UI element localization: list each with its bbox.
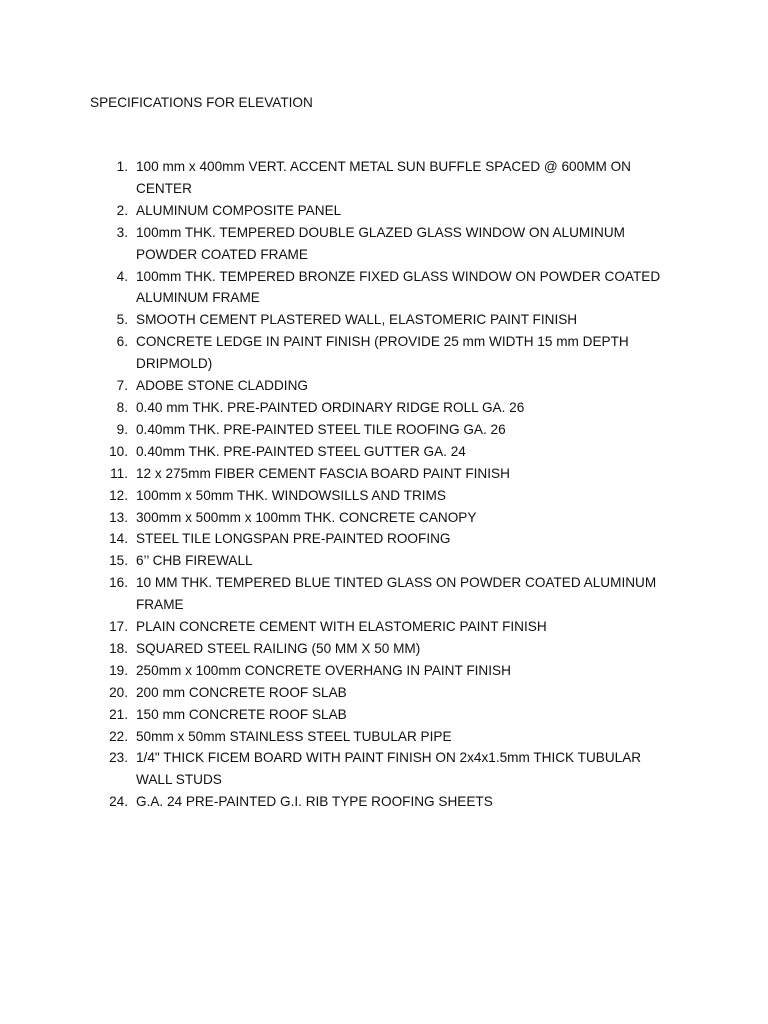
spec-item-16 (0, 572, 768, 616)
spec-item-10 (0, 441, 768, 463)
spec-number: 4. (116, 268, 128, 284)
spec-number: 9. (116, 421, 128, 437)
spec-item-12 (0, 485, 768, 507)
spec-item-15 (0, 550, 768, 572)
spec-number: 24. (109, 794, 128, 810)
spec-text: 0.40 mm THK. PRE-PAINTED ORDINARY RIDGE ROLL GA. 26 (136, 399, 525, 415)
spec-number: 8. (116, 399, 128, 415)
spec-item-9 (0, 419, 768, 441)
spec-item-23 (0, 747, 768, 791)
spec-item-17 (0, 616, 768, 638)
spec-number: 11. (110, 465, 128, 481)
spec-text: 10 MM THK. TEMPERED BLUE TINTED GLASS ON POWDER COATED ALUMINUM FRAME (136, 575, 657, 613)
spec-text: 150 mm CONCRETE ROOF SLAB (136, 706, 347, 722)
spec-text: 100mm x 50mm THK. WINDOWSILLS AND TRIMS (136, 487, 446, 503)
spec-text: SMOOTH CEMENT PLASTERED WALL, ELASTOMERIC PAINT FINISH (136, 312, 578, 328)
spec-item-21 (0, 704, 768, 726)
specification-list (0, 156, 768, 813)
spec-text: G.A. 24 PRE-PAINTED G.I. RIB TYPE ROOFING SHEETS (136, 794, 493, 810)
spec-item-22 (0, 726, 768, 748)
spec-text: CONCRETE LEDGE IN PAINT FINISH (PROVIDE 25 mm WIDTH 15 mm DEPTH DRIPMOLD) (136, 334, 629, 372)
spec-item-7 (0, 375, 768, 397)
spec-item-1 (0, 156, 768, 200)
spec-number: 22. (109, 728, 128, 744)
spec-item-14 (0, 528, 768, 550)
spec-text: 100mm THK. TEMPERED BRONZE FIXED GLASS WINDOW ON POWDER COATED ALUMINUM FRAME (136, 268, 661, 306)
document-title: SPECIFICATIONS FOR ELEVATION (90, 95, 313, 110)
spec-number: 1. (116, 159, 128, 174)
spec-text: 100 mm x 400mm VERT. ACCENT METAL SUN BUFFLE SPACED @ 600MM ON CENTER (136, 159, 631, 196)
spec-number: 13. (109, 509, 128, 525)
spec-text: STEEL TILE LONGSPAN PRE-PAINTED ROOFING (136, 531, 451, 547)
spec-number: 14. (109, 531, 128, 547)
spec-number: 21. (109, 706, 128, 722)
spec-item-2 (0, 200, 768, 222)
spec-text: 0.40mm THK. PRE-PAINTED STEEL TILE ROOFING GA. 26 (136, 421, 506, 437)
spec-number: 20. (109, 684, 128, 700)
spec-number: 2. (116, 202, 128, 218)
spec-number: 15. (109, 553, 128, 569)
spec-number: 6. (116, 334, 128, 350)
spec-item-4 (0, 266, 768, 310)
spec-item-18 (0, 638, 768, 660)
spec-number: 12. (109, 487, 128, 503)
spec-text: 6’’ CHB FIREWALL (136, 553, 253, 569)
spec-item-24 (0, 791, 768, 813)
spec-text: 1/4" THICK FICEM BOARD WITH PAINT FINISH ON 2x4x1.5mm THICK TUBULAR WALL STUDS (136, 750, 642, 788)
spec-item-19 (0, 660, 768, 682)
spec-text: 300mm x 500mm x 100mm THK. CONCRETE CANOPY (136, 509, 477, 525)
spec-number: 7. (116, 378, 128, 394)
spec-number: 17. (109, 619, 128, 635)
spec-item-6 (0, 331, 768, 375)
spec-text: SQUARED STEEL RAILING (50 MM X 50 MM) (136, 640, 421, 656)
spec-item-3 (0, 222, 768, 266)
spec-text: 250mm x 100mm CONCRETE OVERHANG IN PAINT FINISH (136, 662, 511, 678)
spec-text: 200 mm CONCRETE ROOF SLAB (136, 684, 347, 700)
spec-item-13 (0, 507, 768, 529)
spec-number: 5. (116, 312, 128, 328)
spec-text: 100mm THK. TEMPERED DOUBLE GLAZED GLASS WINDOW ON ALUMINUM POWDER COATED FRAME (136, 224, 625, 262)
spec-text: 12 x 275mm FIBER CEMENT FASCIA BOARD PAINT FINISH (136, 465, 510, 481)
spec-text: ALUMINUM COMPOSITE PANEL (136, 202, 342, 218)
spec-number: 16. (109, 575, 128, 591)
spec-text: 50mm x 50mm STAINLESS STEEL TUBULAR PIPE (136, 728, 452, 744)
spec-number: 3. (116, 224, 128, 240)
spec-item-5 (0, 309, 768, 331)
spec-item-8 (0, 397, 768, 419)
spec-text: ADOBE STONE CLADDING (136, 378, 308, 394)
spec-number: 19. (109, 662, 128, 678)
spec-item-20 (0, 682, 768, 704)
spec-number: 10. (109, 443, 128, 459)
spec-number: 18. (109, 640, 128, 656)
spec-number: 23. (109, 750, 128, 766)
spec-text: PLAIN CONCRETE CEMENT WITH ELASTOMERIC PAINT FINISH (136, 619, 547, 635)
spec-text: 0.40mm THK. PRE-PAINTED STEEL GUTTER GA. 24 (136, 443, 466, 459)
spec-item-11 (0, 463, 768, 485)
